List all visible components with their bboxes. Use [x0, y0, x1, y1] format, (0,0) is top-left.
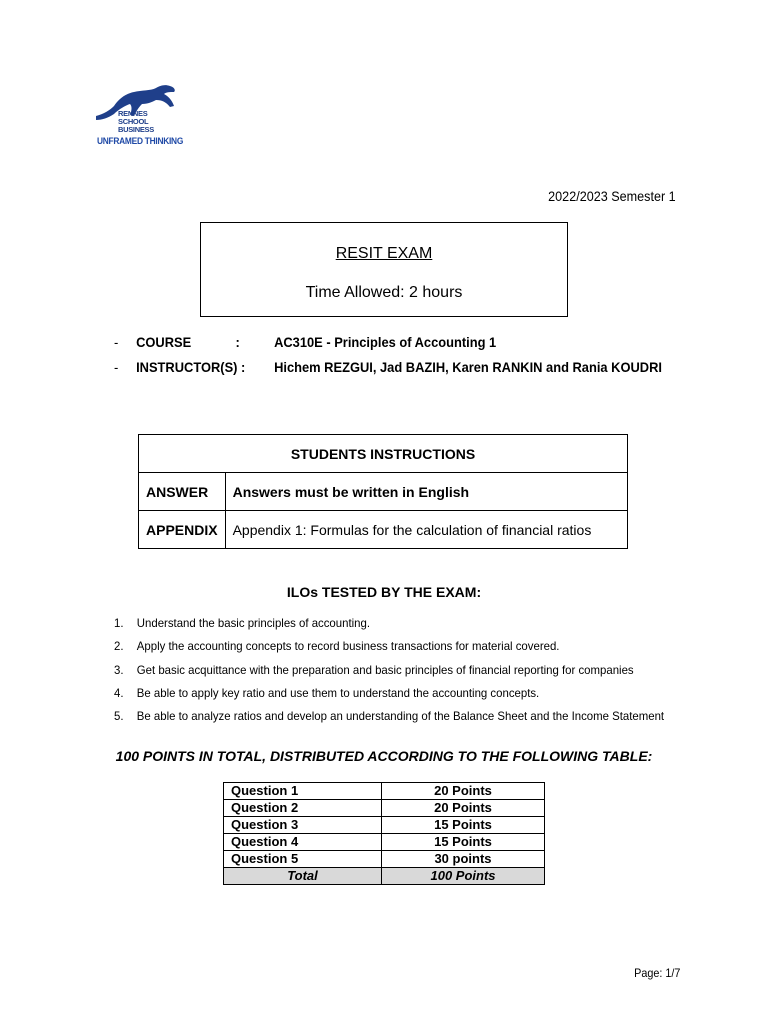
logo-line-2: SCHOOL: [118, 117, 149, 126]
ilo-number: 5.: [114, 709, 124, 723]
semester-label: 2022/2023 Semester 1: [548, 188, 676, 204]
ilo-text: Apply the accounting concepts to record business transactions for material covered.: [136, 639, 560, 653]
ilo-number: 1.: [114, 616, 124, 630]
exam-title-box: [200, 222, 568, 317]
question-label: Question 4: [224, 834, 382, 851]
exam-title: RESIT EXAM: [335, 245, 433, 262]
instructor-dash: -: [114, 359, 119, 375]
logo-tagline: UNFRAMED THINKING: [97, 136, 184, 147]
table-row: [224, 851, 545, 868]
question-points: 20 Points: [382, 783, 545, 800]
instructions-header: STUDENTS INSTRUCTIONS: [139, 435, 628, 473]
ilo-text: Be able to apply key ratio and use them to understand the accounting concepts.: [136, 686, 540, 700]
ilo-number: 3.: [114, 663, 124, 677]
instructor-value: Hichem REZGUI, Jad BAZIH, Karen RANKIN and Rania KOUDRI: [274, 359, 662, 375]
course-colon: :: [235, 334, 240, 350]
table-row: [224, 834, 545, 851]
instructor-label: INSTRUCTOR(S) :: [136, 359, 246, 375]
question-label: Question 3: [224, 817, 382, 834]
total-value: 100 Points: [382, 868, 545, 885]
ilo-number: 2.: [114, 639, 124, 653]
table-row: [224, 817, 545, 834]
answer-label: ANSWER: [139, 473, 226, 511]
course-dash: -: [114, 334, 119, 350]
student-instructions-table: [138, 434, 628, 549]
question-label: Question 2: [224, 800, 382, 817]
school-logo: [94, 60, 224, 170]
appendix-label: APPENDIX: [139, 511, 226, 549]
table-row: [224, 783, 545, 800]
points-distribution-table: [223, 782, 545, 885]
ilo-text: Understand the basic principles of accounting.: [136, 616, 371, 630]
appendix-value: Appendix 1: Formulas for the calculation of financial ratios: [225, 511, 627, 549]
question-points: 30 points: [382, 851, 545, 868]
points-title: 100 POINTS IN TOTAL, DISTRIBUTED ACCORDING TO THE FOLLOWING TABLE:: [115, 748, 653, 764]
answer-value: Answers must be written in English: [225, 473, 627, 511]
question-label: Question 1: [224, 783, 382, 800]
ilo-number: 4.: [114, 686, 124, 700]
ilo-text: Be able to analyze ratios and develop an understanding of the Balance Sheet and the Income Statement: [136, 709, 665, 723]
logo-line-3: BUSINESS: [118, 125, 154, 134]
exam-time-allowed: Time Allowed: 2 hours: [305, 284, 463, 301]
question-points: 15 Points: [382, 817, 545, 834]
question-points: 15 Points: [382, 834, 545, 851]
total-row: [224, 868, 545, 885]
logo-line-1: RENNES: [118, 109, 148, 118]
question-points: 20 Points: [382, 800, 545, 817]
ilo-text: Get basic acquittance with the preparation and basic principles of financial reporting for companies: [136, 663, 634, 677]
course-label: COURSE: [136, 334, 192, 350]
page-number: Page: 1/7: [633, 966, 680, 980]
table-row: [224, 800, 545, 817]
course-value: AC310E - Principles of Accounting 1: [274, 334, 497, 350]
total-label: Total: [224, 868, 382, 885]
ilo-title: ILOs TESTED BY THE EXAM:: [286, 584, 482, 600]
question-label: Question 5: [224, 851, 382, 868]
